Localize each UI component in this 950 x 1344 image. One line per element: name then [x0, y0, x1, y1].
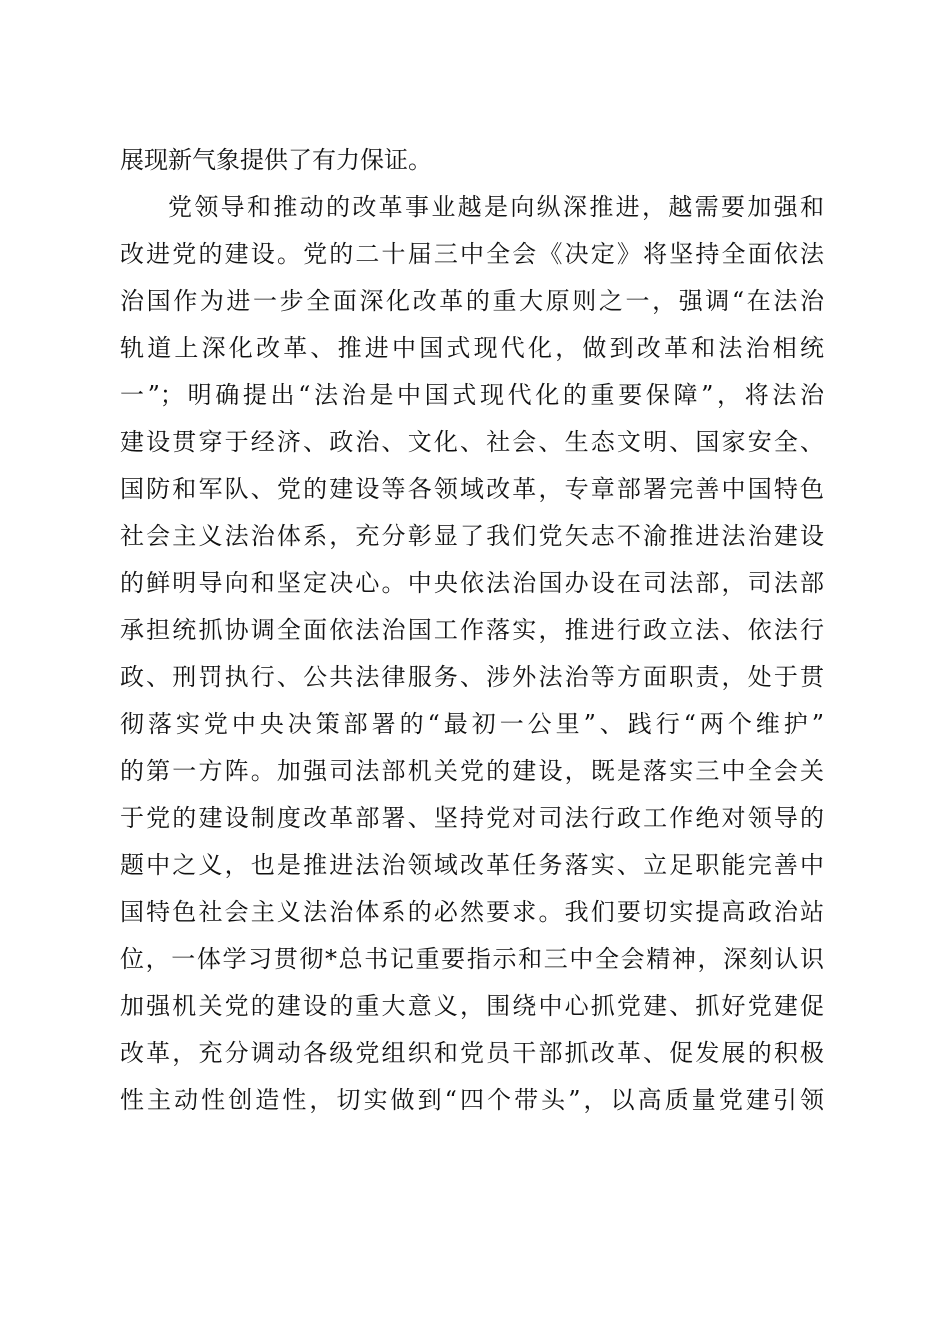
text-line: 改进党的建设。党的二十届三中全会《决定》将坚持全面依法	[120, 240, 824, 268]
text-line: 加强机关党的建设的重大意义，围绕中心抓党建、抓好党建促	[120, 992, 824, 1020]
text-line: 的鲜明导向和坚定决心。中央依法治国办设在司法部，司法部	[120, 569, 824, 597]
text-line: 治国作为进一步全面深化改革的重大原则之一，强调“在法治	[120, 287, 824, 315]
body-text	[120, 137, 824, 1124]
text-line: 于党的建设制度改革部署、坚持党对司法行政工作绝对领导的	[120, 804, 824, 832]
text-line: 承担统抓协调全面依法治国工作落实，推进行政立法、依法行	[120, 616, 824, 644]
text-line: 轨道上深化改革、推进中国式现代化，做到改革和法治相统	[120, 334, 824, 362]
text-line: 国特色社会主义法治体系的必然要求。我们要切实提高政治站	[120, 898, 824, 926]
text-line: 彻落实党中央决策部署的“最初一公里”、践行“两个维护”	[120, 710, 824, 738]
text-line: 性主动性创造性，切实做到“四个带头”，以高质量党建引领	[120, 1086, 824, 1114]
text-line: 题中之义，也是推进法治领域改革任务落实、立足职能完善中	[120, 851, 824, 879]
text-line: 政、刑罚执行、公共法律服务、涉外法治等方面职责，处于贯	[120, 663, 824, 691]
text-line: 国防和军队、党的建设等各领域改革，专章部署完善中国特色	[120, 475, 824, 503]
text-line: 社会主义法治体系，充分彰显了我们党矢志不渝推进法治建设	[120, 522, 824, 550]
text-line: 的第一方阵。加强司法部机关党的建设，既是落实三中全会关	[120, 757, 824, 785]
text-line: 建设贯穿于经济、政治、文化、社会、生态文明、国家安全、	[120, 428, 824, 456]
text-line: 一”；明确提出“法治是中国式现代化的重要保障”，将法治	[120, 381, 824, 409]
text-line: 位，一体学习贯彻*总书记重要指示和三中全会精神，深刻认识	[120, 945, 824, 973]
paragraph-first-line: 党领导和推动的改革事业越是向纵深推进，越需要加强和	[168, 193, 824, 221]
text-line: 展现新气象提供了有力保证。	[120, 146, 432, 174]
text-line: 改革，充分调动各级党组织和党员干部抓改革、促发展的积极	[120, 1039, 824, 1067]
